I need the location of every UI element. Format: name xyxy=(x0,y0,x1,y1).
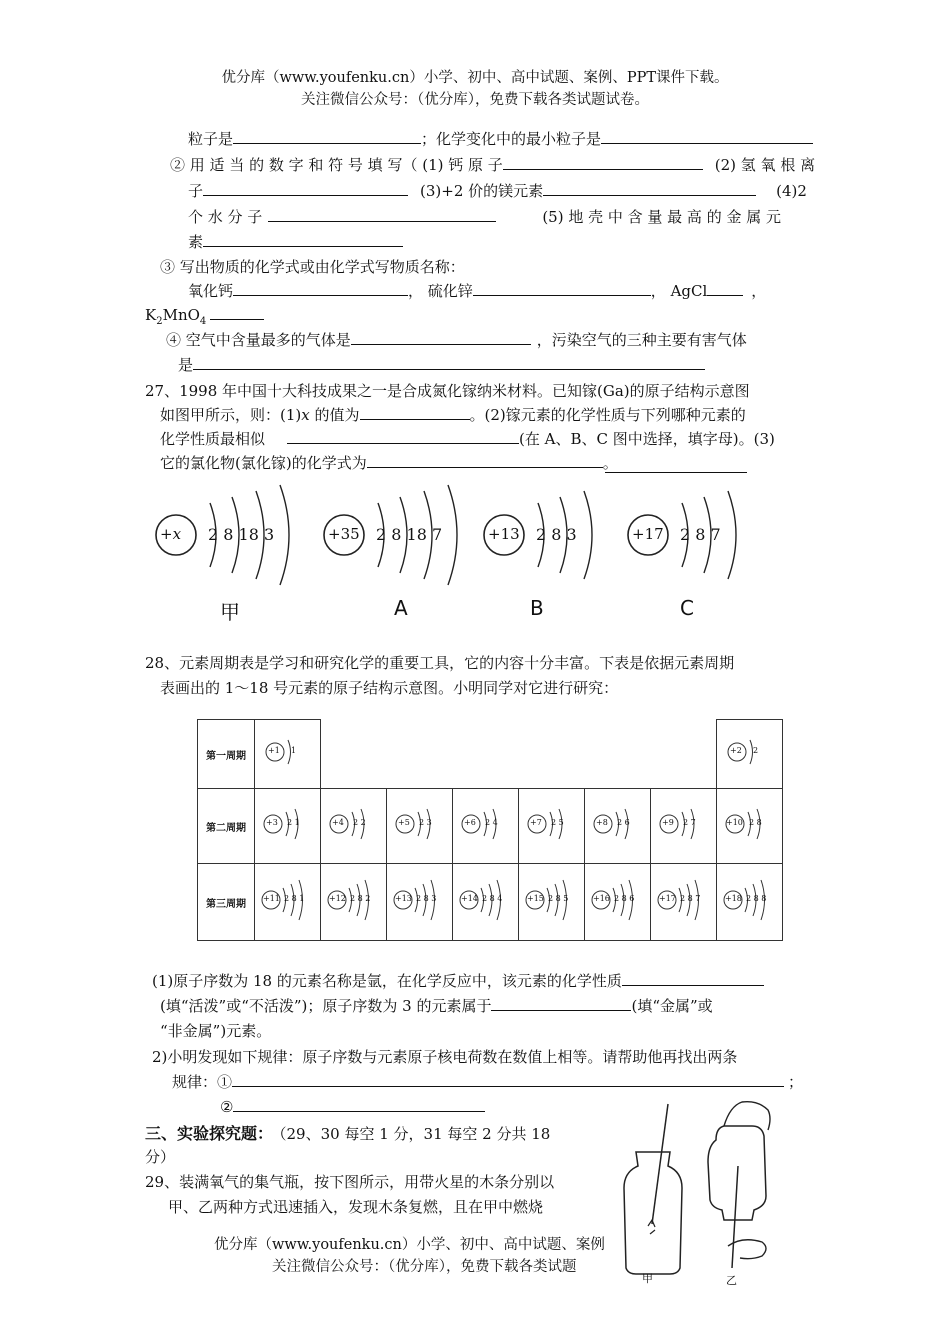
nucleus-charge: +13 xyxy=(395,894,412,903)
element-cell-16 xyxy=(585,864,651,941)
nucleus-charge: +7 xyxy=(530,818,542,827)
q26-line-3: 子 (3)+2 价的镁元素 (4)2 xyxy=(188,182,807,200)
nucleus-charge: +17 xyxy=(659,894,676,903)
figure-label-jia: 甲 xyxy=(642,1272,653,1285)
element-cell-18 xyxy=(717,864,783,941)
q28-p2-line-3: ② xyxy=(220,1096,485,1116)
answer-blank[interactable] xyxy=(232,1071,784,1087)
q28-p1-line-1: (1)原子序数为 18 的元素名称是氩，在化学反应中，该元素的化学性质 xyxy=(152,970,764,991)
element-cell-1 xyxy=(255,720,321,789)
element-cell-8 xyxy=(585,789,651,864)
shell-electrons: 2 8 4 xyxy=(482,894,503,903)
shell-electrons: 2 5 xyxy=(551,818,564,827)
answer-blank[interactable] xyxy=(491,995,631,1011)
answer-blank[interactable] xyxy=(503,154,703,170)
answer-blank[interactable] xyxy=(233,1096,485,1112)
answer-blank[interactable] xyxy=(233,128,421,144)
q29-line-2: 甲、乙两种方式迅速插入，发现木条复燃，且在甲中燃烧 xyxy=(168,1198,544,1216)
q28-line-2: 表画出的 1～18 号元素的原子结构示意图。小明同学对它进行研究： xyxy=(160,679,619,697)
period-label: 第二周期 xyxy=(198,789,255,864)
figure-label-yi: 乙 xyxy=(726,1274,737,1287)
answer-blank[interactable] xyxy=(360,404,470,420)
nucleus-charge: +10 xyxy=(726,818,743,827)
nucleus-charge: +5 xyxy=(398,818,410,827)
nucleus-charge: +1 xyxy=(268,746,280,755)
atom-jia-nucleus: +x xyxy=(160,525,182,543)
gas-bottle-figure xyxy=(612,1096,792,1286)
answer-blank[interactable] xyxy=(707,280,743,296)
nucleus-charge: +15 xyxy=(527,894,544,903)
nucleus-charge: +8 xyxy=(596,818,608,827)
atom-a-label: A xyxy=(394,596,408,620)
nucleus-charge: +3 xyxy=(266,818,278,827)
answer-blank[interactable] xyxy=(287,428,519,444)
shell-electrons: 2 8 6 xyxy=(614,894,635,903)
atom-c-shells: 2 8 7 xyxy=(680,525,721,544)
q27-line-3: 化学性质最相似 (在 A、B、C 图中选择，填字母)。(3) xyxy=(160,430,775,448)
stray-line xyxy=(605,472,747,473)
shell-electrons: 2 6 xyxy=(617,818,630,827)
atom-b-nucleus: +13 xyxy=(488,525,520,543)
element-cell-17 xyxy=(651,864,717,941)
element-cell-11 xyxy=(255,864,321,941)
element-cell-3 xyxy=(255,789,321,864)
shell-electrons: 2 4 xyxy=(485,818,498,827)
atom-b-label: B xyxy=(530,596,544,620)
header-line-1: 优分库（www.youfenku.cn）小学、初中、高中试题、案例、PPT课件下载。 xyxy=(221,70,729,86)
shell-electrons: 2 xyxy=(753,746,759,755)
answer-blank[interactable] xyxy=(367,452,603,468)
q26-line-1: 粒子是 ；化学变化中的最小粒子是 xyxy=(188,128,813,149)
shell-electrons: 2 8 1 xyxy=(284,894,305,903)
element-cell-12 xyxy=(321,864,387,941)
nucleus-charge: +16 xyxy=(593,894,610,903)
shell-electrons: 1 xyxy=(291,746,297,755)
shell-electrons: 2 2 xyxy=(353,818,366,827)
q26-line-5: 素 xyxy=(188,231,403,252)
atom-c-label: C xyxy=(680,596,694,620)
period-row-2 xyxy=(198,789,783,864)
q28-p2-line-1: 2)小明发现如下规律：原子序数与元素原子核电荷数在数值上相等。请帮助他再找出两条 xyxy=(152,1048,738,1066)
empty-gap xyxy=(321,720,717,789)
period-label: 第三周期 xyxy=(198,864,255,941)
nucleus-charge: +6 xyxy=(464,818,476,827)
element-cell-2 xyxy=(717,720,783,789)
shell-electrons: 2 8 5 xyxy=(548,894,569,903)
nucleus-charge: +11 xyxy=(263,894,280,903)
q26-line-8: $K_2MnO_4$ xyxy=(145,304,264,327)
element-cell-6 xyxy=(453,789,519,864)
q27-line-1: 27、1998 年中国十大科技成果之一是合成氮化镓纳米材料。已知镓(Ga)的原子结构示意图 xyxy=(145,382,750,400)
answer-blank[interactable] xyxy=(203,180,408,196)
shell-electrons: 2 7 xyxy=(683,818,696,827)
q26-line-7: 氧化钙 ， 硫化锌 ， AgCl ， xyxy=(188,282,767,300)
footer-line-2: 关注微信公众号：（优分库），免费下载各类试题 xyxy=(272,1259,577,1275)
splint-jia xyxy=(652,1104,668,1224)
section-3-heading: 三、实验探究题： （29、30 每空 1 分，31 每空 2 分共 18 xyxy=(145,1124,551,1143)
answer-blank[interactable] xyxy=(233,280,408,296)
atom-b-shells: 2 8 3 xyxy=(536,525,577,544)
q29-line-1: 29、装满氧气的集气瓶，按下图所示，用带火星的木条分别以 xyxy=(145,1173,555,1191)
element-cell-10 xyxy=(717,789,783,864)
q26-line-4: 个 水 分 子 (5) 地 壳 中 含 量 最 高 的 金 属 元 xyxy=(188,208,782,226)
nucleus-charge: +18 xyxy=(725,894,742,903)
q28-p1-line-2: (填“活泼”或“不活泼”)；原子序数为 3 的元素属于 (填“金属”或 xyxy=(160,997,713,1015)
q26-line-10: 是 xyxy=(178,354,705,375)
periodic-table xyxy=(197,719,783,941)
answer-blank[interactable] xyxy=(268,206,496,222)
q26-line-9: ④ 空气中含量最多的气体是 ，污染空气的三种主要有害气体 xyxy=(166,331,747,349)
atom-jia-label: 甲 xyxy=(220,600,240,624)
answer-blank[interactable] xyxy=(203,231,403,247)
section-3-note: 分） xyxy=(145,1148,176,1166)
shell-electrons: 2 3 xyxy=(419,818,432,827)
shell-electrons: 2 1 xyxy=(287,818,300,827)
atom-jia-shells: 2 8 18 3 xyxy=(208,525,275,544)
element-cell-5 xyxy=(387,789,453,864)
element-cell-13 xyxy=(387,864,453,941)
answer-blank[interactable] xyxy=(473,280,651,296)
period-row-3 xyxy=(198,864,783,941)
answer-blank[interactable] xyxy=(193,354,705,370)
footer-line-1: 优分库（www.youfenku.cn）小学、初中、高中试题、案例 xyxy=(214,1237,605,1253)
answer-blank[interactable] xyxy=(351,329,531,345)
shell-electrons: 2 8 7 xyxy=(680,894,701,903)
period-row-1 xyxy=(198,720,783,789)
atom-a-nucleus: +35 xyxy=(328,525,360,543)
answer-blank[interactable] xyxy=(210,304,264,320)
q28-p2-line-2: 规律：① ； xyxy=(172,1073,804,1091)
period-label: 第一周期 xyxy=(198,720,255,789)
shell-electrons: 2 8 8 xyxy=(746,894,767,903)
nucleus-charge: +14 xyxy=(461,894,478,903)
q27-line-2: 如图甲所示，则：(1)x 的值为 。(2)镓元素的化学性质与下列哪种元素的 xyxy=(160,406,746,424)
nucleus-charge: +2 xyxy=(730,746,742,755)
atom-structure-figure xyxy=(148,480,768,624)
nucleus-charge: +12 xyxy=(329,894,346,903)
element-cell-14 xyxy=(453,864,519,941)
q28-line-1: 28、元素周期表是学习和研究化学的重要工具，它的内容十分丰富。下表是依据元素周期 xyxy=(145,654,735,672)
element-cell-7 xyxy=(519,789,585,864)
nucleus-charge: +9 xyxy=(662,818,674,827)
element-cell-15 xyxy=(519,864,585,941)
shell-electrons: 2 8 3 xyxy=(416,894,437,903)
header-line-2: 关注微信公众号：（优分库），免费下载各类试题试卷。 xyxy=(301,92,649,108)
element-cell-4 xyxy=(321,789,387,864)
q28-p1-line-3: “非金属”)元素。 xyxy=(160,1022,272,1040)
nucleus-charge: +4 xyxy=(332,818,344,827)
shell-electrons: 2 8 xyxy=(749,818,762,827)
element-cell-9 xyxy=(651,789,717,864)
answer-blank[interactable] xyxy=(601,128,813,144)
atom-c-nucleus: +17 xyxy=(632,525,664,543)
answer-blank[interactable] xyxy=(543,180,756,196)
atom-a-shells: 2 8 18 7 xyxy=(376,525,443,544)
splint-yi xyxy=(732,1166,738,1268)
shell-electrons: 2 8 2 xyxy=(350,894,371,903)
bottle-drawing xyxy=(612,1096,792,1286)
q26-line-2: ② 用 适 当 的 数 字 和 符 号 填 写（ (1) 钙 原 子 (2) 氢 氧 根 离 xyxy=(170,156,816,174)
q27-line-4: 它的氯化物(氯化镓)的化学式为 。 xyxy=(160,454,618,472)
q26-line-6: ③ 写出物质的化学式或由化学式写物质名称： xyxy=(160,258,465,276)
answer-blank[interactable] xyxy=(622,970,764,986)
